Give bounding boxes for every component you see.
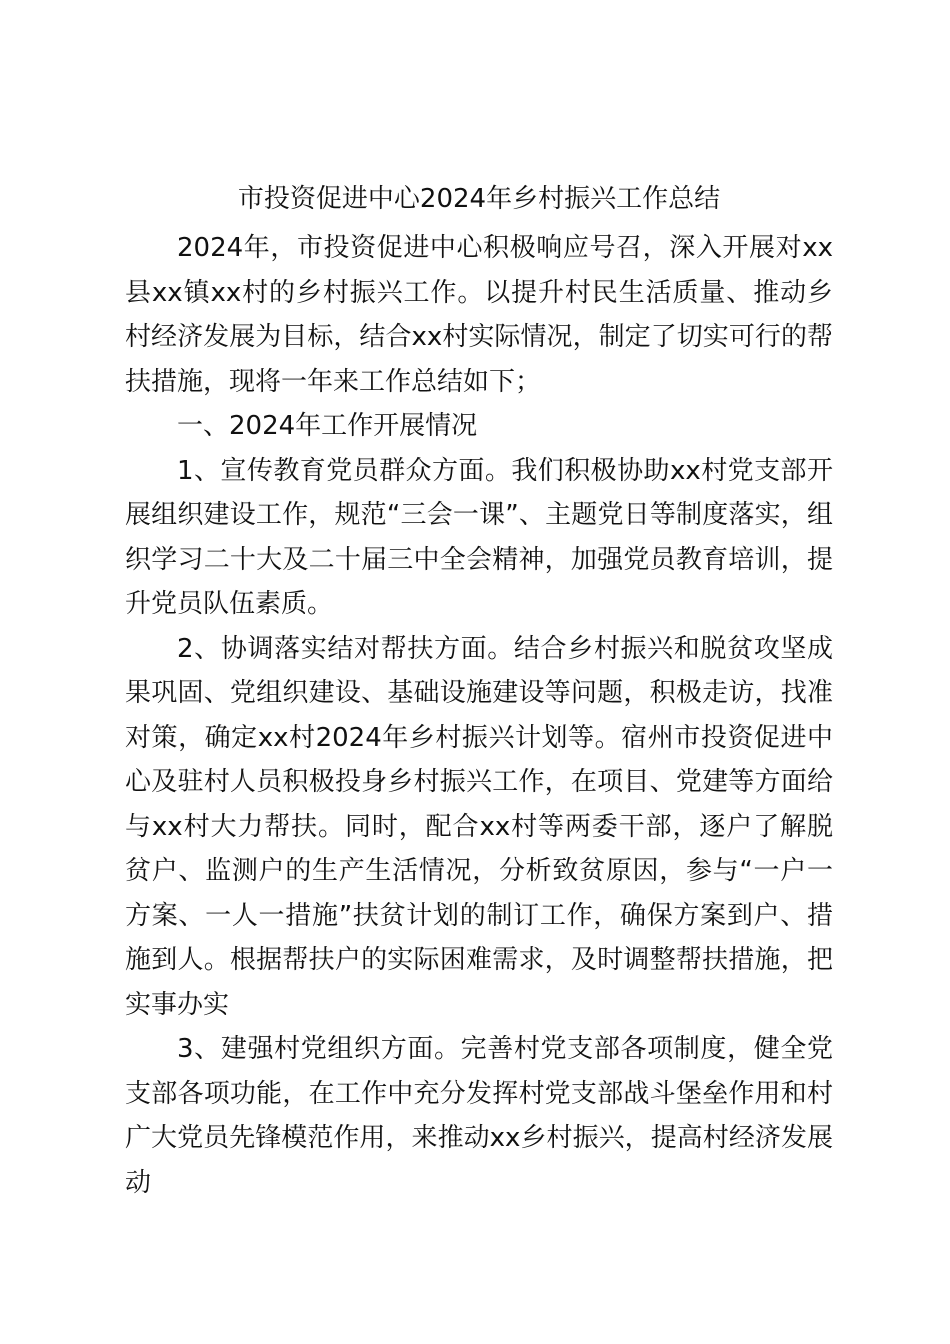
intro-paragraph: 2024年，市投资促进中心积极响应号召，深入开展对xx县xx镇xx村的乡村振兴工作。以提升村民生活质量、推动乡村经济发展为目标，结合xx村实际情况，制定了切实可行的帮扶措施，现将一年来工作总结如下； [125, 233, 833, 397]
section-heading: 一、2024年工作开展情况 [177, 411, 478, 441]
document-body [125, 172, 833, 1205]
item-3-paragraph: 3、建强村党组织方面。完善村党支部各项制度，健全党支部各项功能，在工作中充分发挥村党支部战斗堡垒作用和村广大党员先锋模范作用，来推动xx乡村振兴，提高村经济发展动 [125, 1034, 833, 1198]
item-2-paragraph: 2、协调落实结对帮扶方面。结合乡村振兴和脱贫攻坚成果巩固、党组织建设、基础设施建设等问题，积极走访，找准对策，确定xx村2024年乡村振兴计划等。宿州市投资促进中心及驻村人员积极投身乡村振兴工作，在项目、党建等方面给与xx村大力帮扶。同时，配合xx村等两委干部，逐户了解脱贫户、监测户的生产生活情况，分析致贫原因，参与“一户一方案、一人一措施”扶贫计划的制订工作，确保方案到户、措施到人。根据帮扶户的实际困难需求，及时调整帮扶措施，把实事办实 [125, 633, 833, 1020]
item-1-paragraph: 1、宣传教育党员群众方面。我们积极协助xx村党支部开展组织建设工作，规范“三会一课”、主题党日等制度落实，组织学习二十大及二十届三中全会精神，加强党员教育培训，提升党员队伍素质。 [125, 455, 833, 619]
document-title: 市投资促进中心2024年乡村振兴工作总结 [237, 184, 721, 214]
